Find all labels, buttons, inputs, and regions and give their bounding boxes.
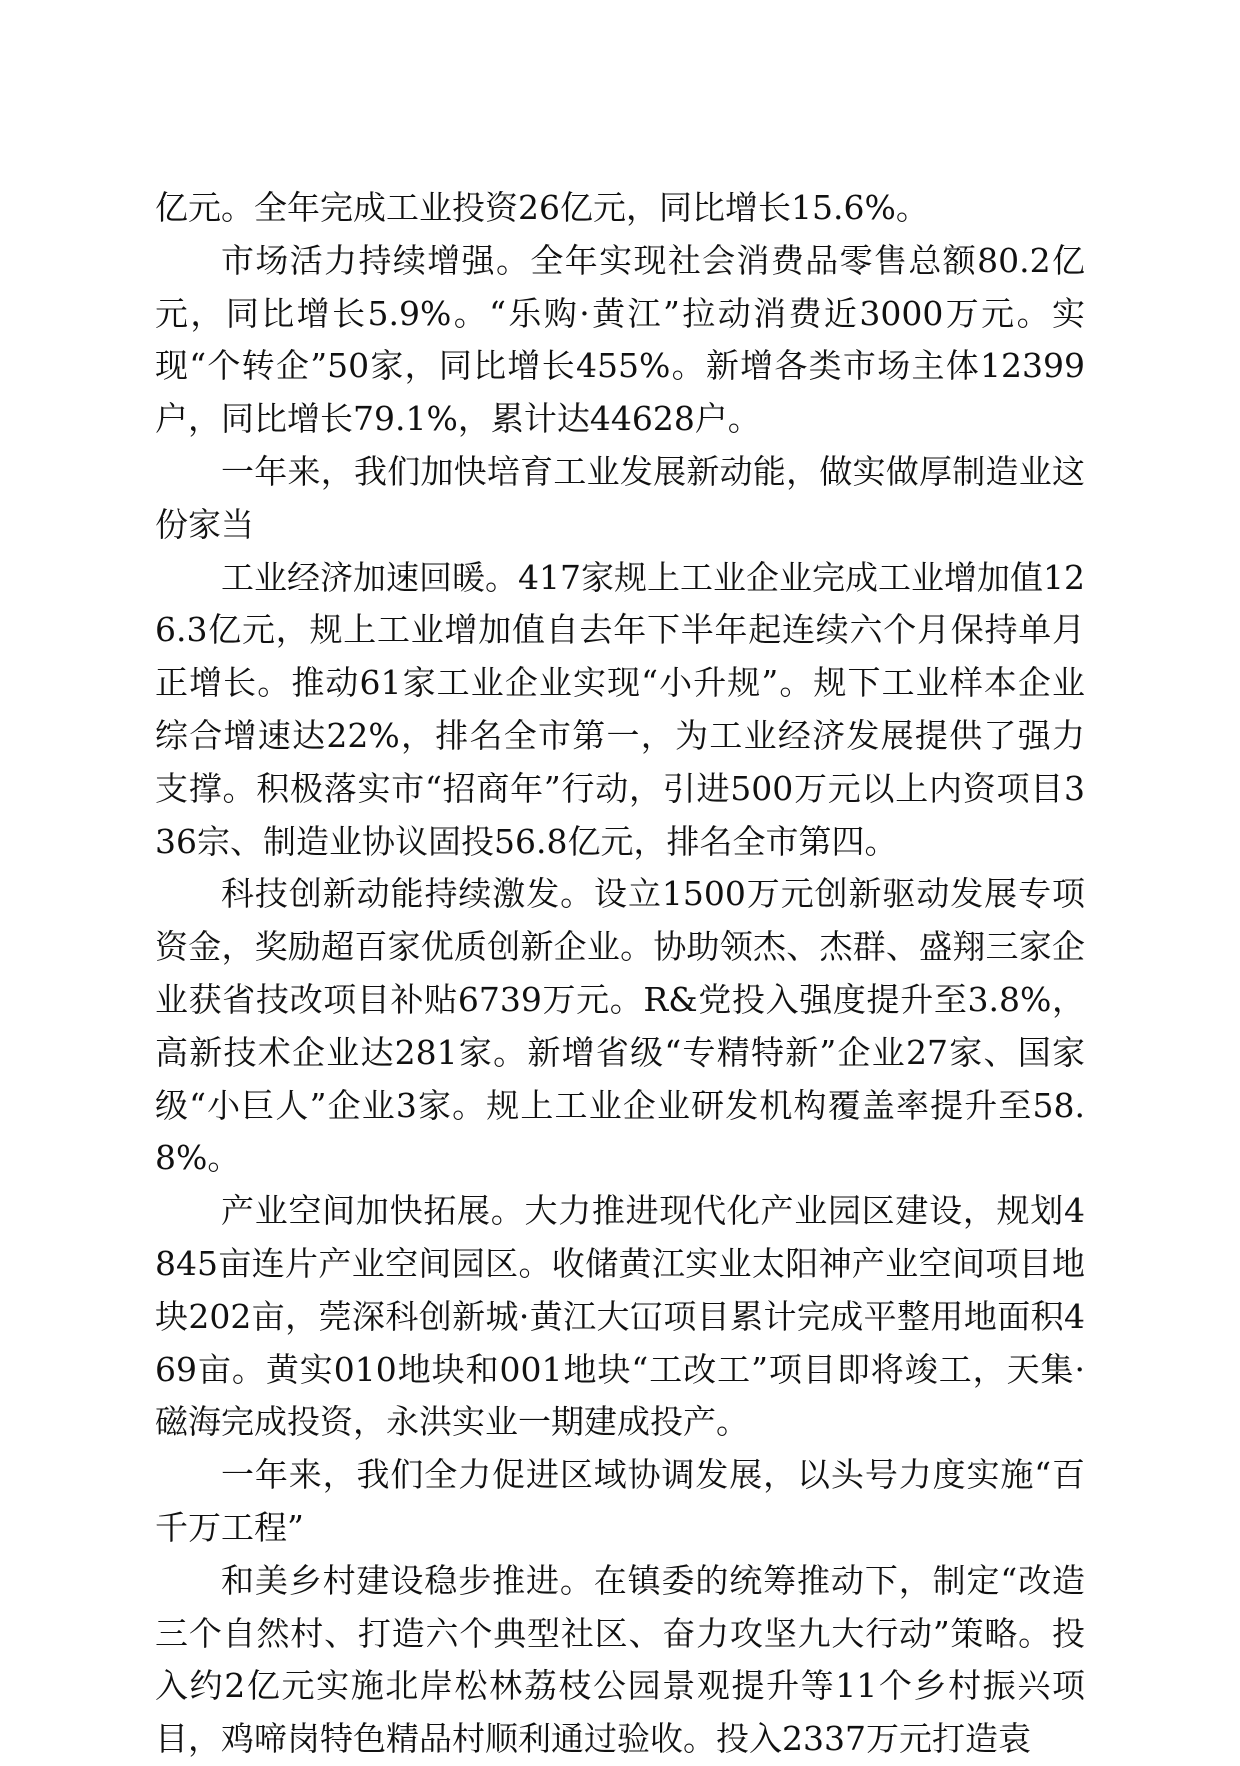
- section-heading-regional: 一年来，我们全力促进区域协调发展，以头号力度实施“百千万工程”: [155, 1455, 1085, 1547]
- paragraph-industrial-economy: 工业经济加速回暖。417家规上工业企业完成工业增加值126.3亿元，规上工业增加值自去年下半年起连续六个月保持单月正增长。推动61家工业企业实现“小升规”。规下工业样本企业综合增速达22%，排名全市第一，为工业经济发展提供了强力支撑。积极落实市“招商年”行动，引进500万元以上内资项目336宗、制造业协议固投56.8亿元，排名全市第四。: [155, 557, 1085, 861]
- paragraph-tech-innovation: 科技创新动能持续激发。设立1500万元创新驱动发展专项资金，奖励超百家优质创新企业。协助领杰、杰群、盛翔三家企业获省技改项目补贴6739万元。R&党投入强度提升至3.8%，高新技术企业达281家。新增省级“专精特新”企业27家、国家级“小巨人”企业3家。规上工业企业研发机构覆盖率提升至58.8%。: [155, 874, 1085, 1178]
- paragraph-market-vitality: 市场活力持续增强。全年实现社会消费品零售总额80.2亿元，同比增长5.9%。“乐购·黄江”拉动消费近3000万元。实现“个转企”50家，同比增长455%。新增各类市场主体12399户，同比增长79.1%，累计达44628户。: [155, 240, 1085, 439]
- section-heading-industry: 一年来，我们加快培育工业发展新动能，做实做厚制造业这份家当: [155, 451, 1085, 544]
- paragraph-rural-construction: 和美乡村建设稳步推进。在镇委的统筹推动下，制定“改造三个自然村、打造六个典型社区、奋力攻坚九大行动”策略。投入约2亿元实施北岸松林荔枝公园景观提升等11个乡村振兴项目，鸡啼岗特色精品村顺利通过验收。投入2337万元打造袁: [155, 1560, 1085, 1759]
- paragraph-industrial-space: 产业空间加快拓展。大力推进现代化产业园区建设，规划4845亩连片产业空间园区。收储黄江实业太阳神产业空间项目地块202亩，莞深科创新城·黄江大冚项目累计完成平整用地面积469亩。黄实010地块和001地块“工改工”项目即将竣工，天集·磁海完成投资，永洪实业一期建成投产。: [155, 1191, 1085, 1442]
- paragraph-continuation: 亿元。全年完成工业投资26亿元，同比增长15.6%。: [155, 188, 929, 227]
- document-body: [155, 182, 1085, 1766]
